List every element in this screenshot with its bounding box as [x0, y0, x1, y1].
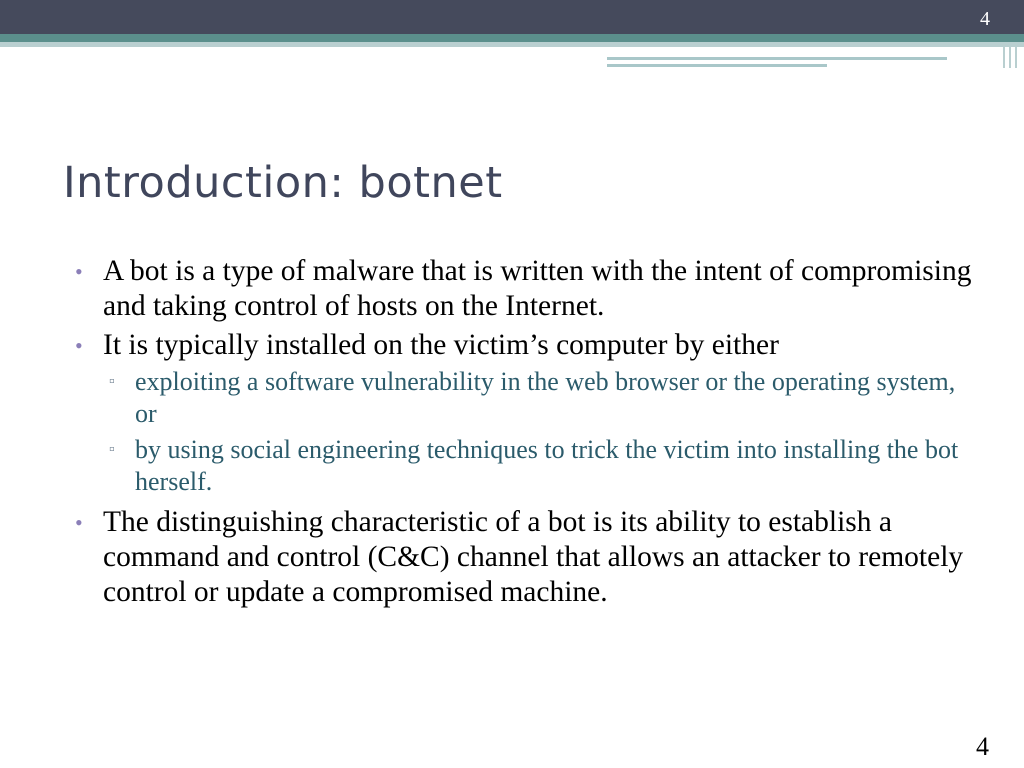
- header-band: [0, 0, 1024, 34]
- decorative-line: [1003, 42, 1005, 68]
- bullet-text: It is typically installed on the victim’s computer by either: [103, 329, 779, 361]
- decorative-line: [1009, 42, 1011, 68]
- decorative-line: [1015, 42, 1017, 68]
- round-bullet-icon: •: [75, 333, 83, 358]
- round-bullet-icon: •: [75, 510, 83, 535]
- page-number-top: 4: [980, 8, 990, 30]
- sub-bullet-text: exploiting a software vulnerability in the web browser or the operating system, or: [135, 367, 956, 428]
- header-accent-band: [0, 34, 1024, 42]
- slide-content: [72, 254, 977, 614]
- bullet-list: [72, 254, 977, 610]
- square-bullet-icon: ▫: [109, 441, 115, 458]
- bullet-text: A bot is a type of malware that is written with the intent of compromising and taking control of hosts on the Internet.: [103, 255, 972, 322]
- round-bullet-icon: •: [75, 259, 83, 284]
- slide-title: Introduction: botnet: [63, 158, 503, 208]
- page-number-bottom: 4: [976, 732, 989, 761]
- sub-bullet-item: [103, 434, 977, 498]
- bullet-text: The distinguishing characteristic of a bot is its ability to establish a command and control (C&C) channel that allows an attacker to remotely control or update a compromised machine.: [103, 506, 964, 608]
- bullet-item: [72, 505, 977, 610]
- decorative-line: [607, 57, 947, 60]
- bullet-item: [72, 254, 977, 324]
- bullet-item: [72, 328, 977, 498]
- sub-bullet-list: [103, 366, 977, 498]
- sub-bullet-item: [103, 366, 977, 430]
- header-light-band: [0, 42, 1024, 47]
- sub-bullet-text: by using social engineering techniques to trick the victim into installing the bot herself.: [135, 435, 959, 496]
- decorative-line: [607, 64, 827, 67]
- square-bullet-icon: ▫: [109, 373, 115, 390]
